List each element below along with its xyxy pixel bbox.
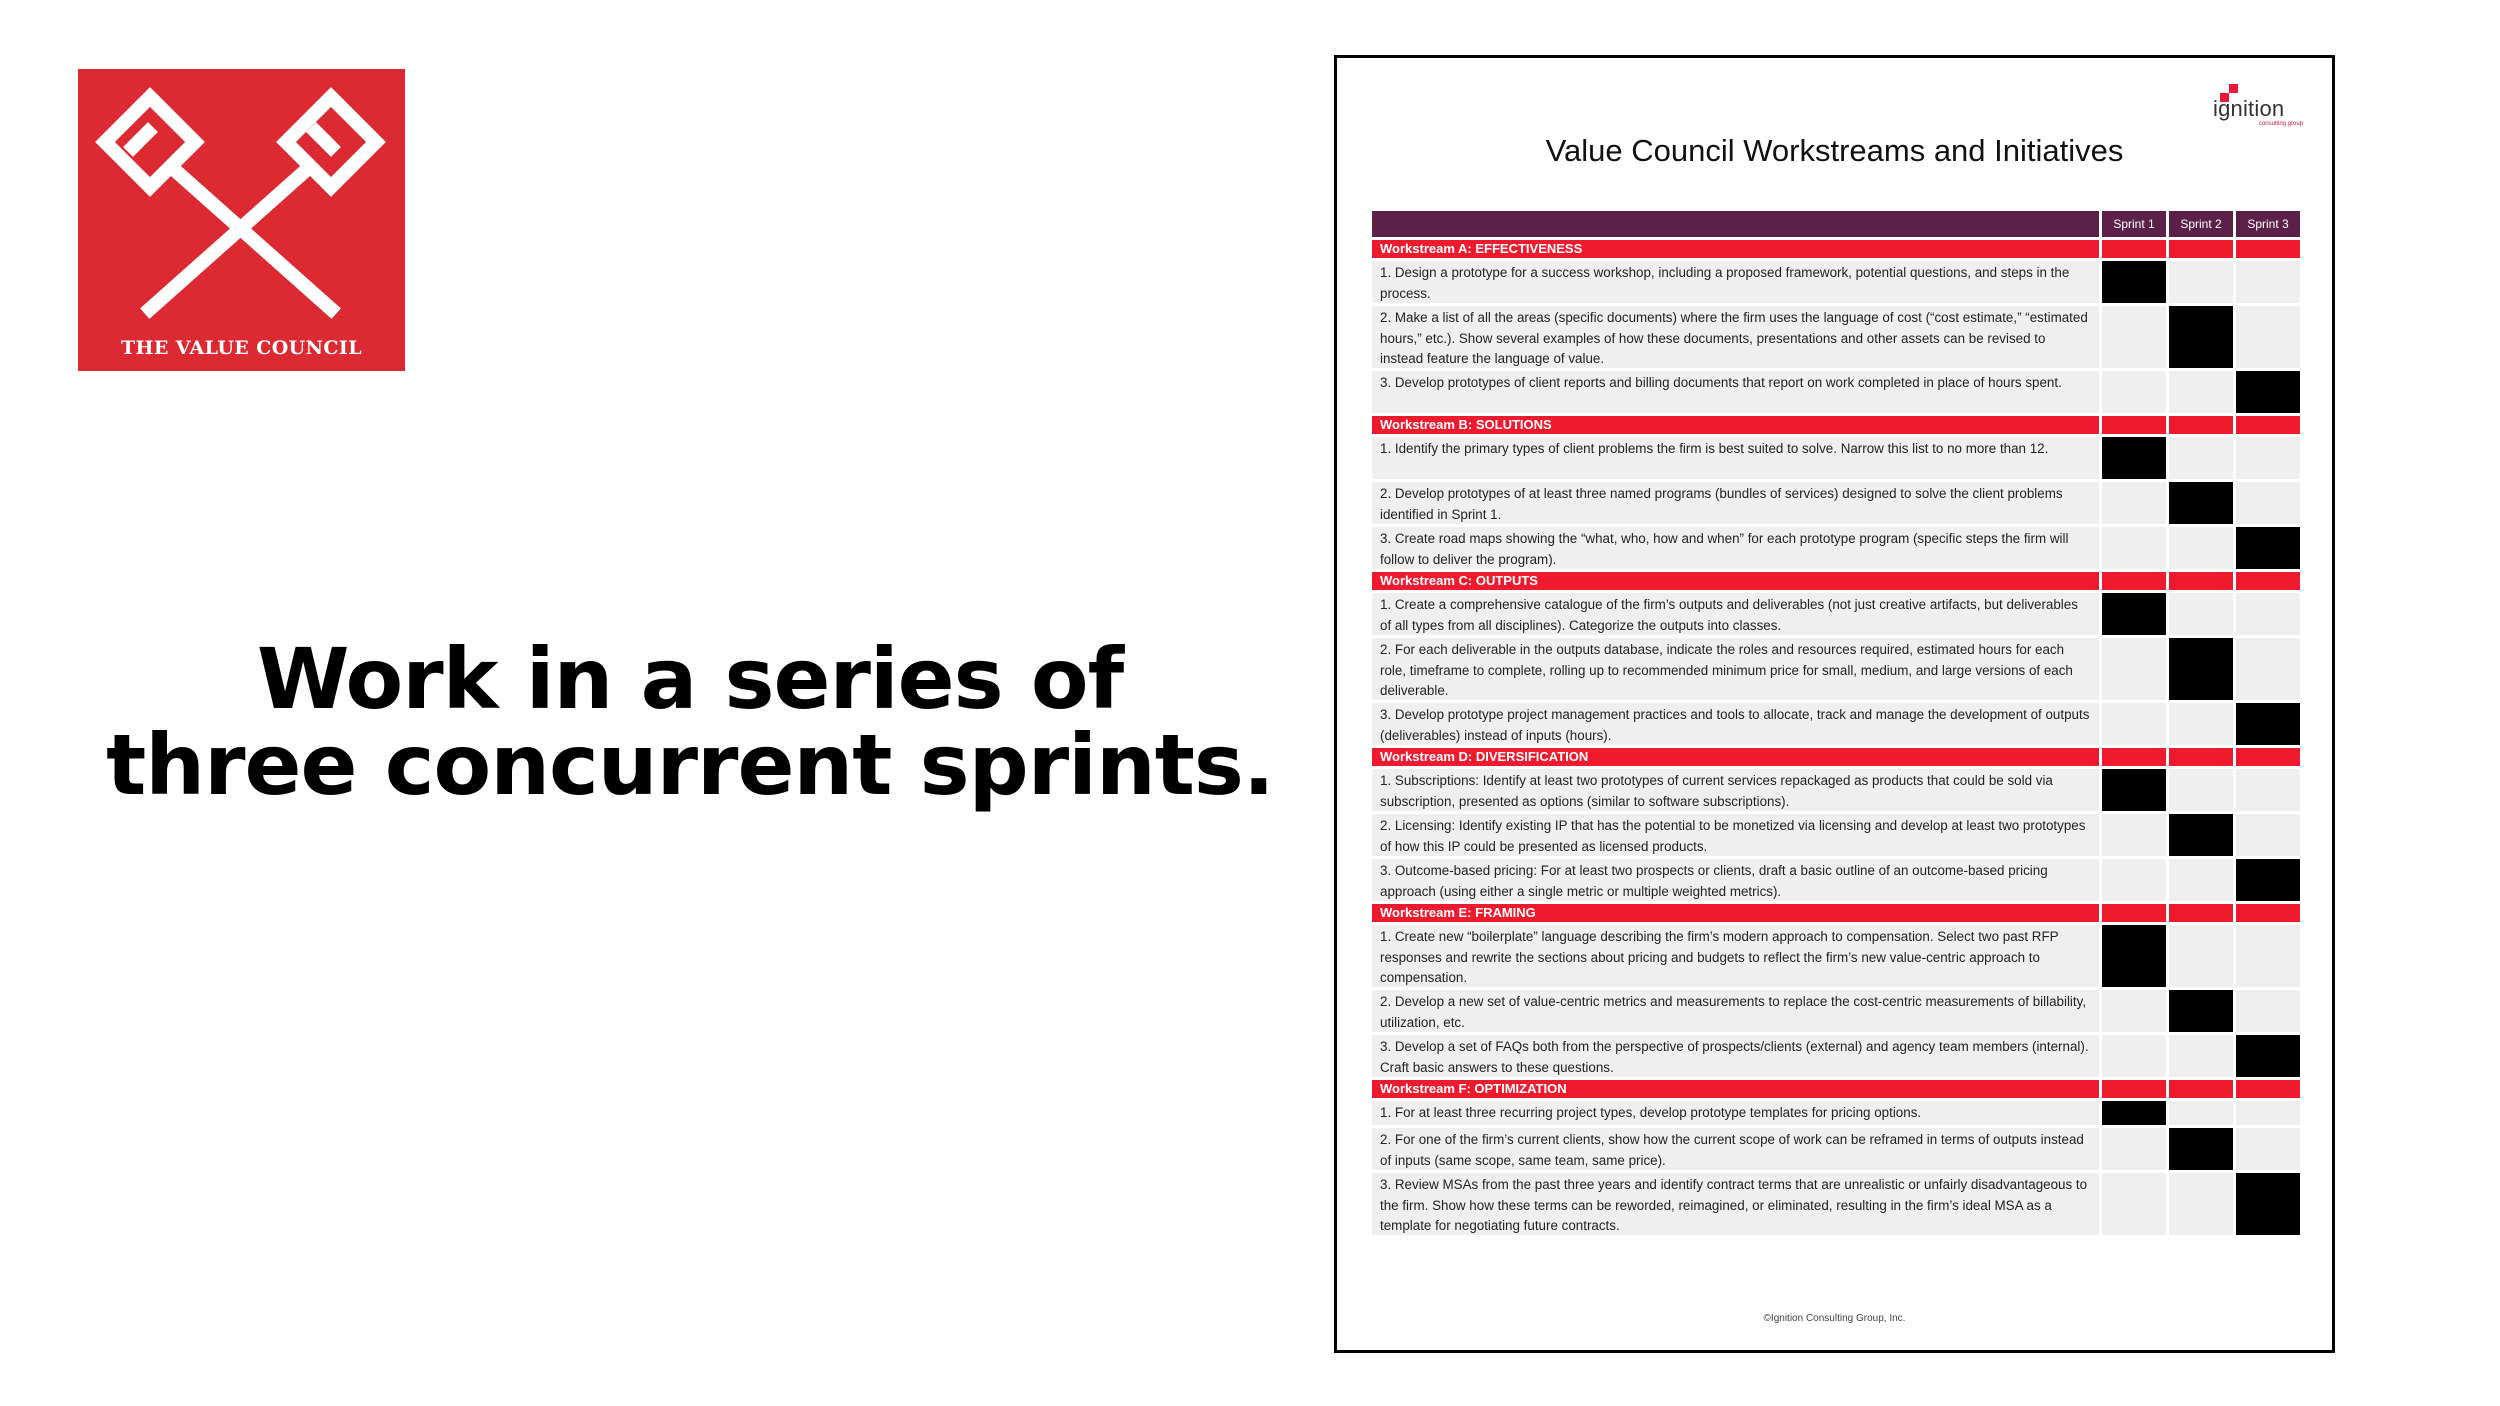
sprint-empty-cell: [2102, 814, 2166, 856]
sprint-empty-cell: [2236, 593, 2300, 635]
initiative-row: [1372, 990, 2302, 1035]
initiative-text: 1. For at least three recurring project types, develop prototype templates for pricing options.: [1372, 1101, 2099, 1125]
sprint-empty-cell: [2236, 925, 2300, 987]
initiative-text: 1. Design a prototype for a success workshop, including a proposed framework, potential questions, and steps in the process.: [1372, 261, 2099, 303]
initiative-row: [1372, 1128, 2302, 1173]
brand-name: ignition: [2213, 96, 2285, 121]
initiative-text: 3. Develop prototypes of client reports and billing documents that report on work completed in place of hours spent.: [1372, 371, 2099, 413]
initiative-text: 2. For one of the firm’s current clients, show how the current scope of work can be reframed in terms of outputs instead of inputs (same scope, same team, same price).: [1372, 1128, 2099, 1170]
workstream-label: Workstream B: SOLUTIONS: [1372, 416, 2099, 434]
sprint-empty-cell: [2236, 437, 2300, 479]
sprint-empty-cell: [2236, 482, 2300, 524]
initiative-row: [1372, 482, 2302, 527]
workstream-header-row: [1372, 572, 2302, 593]
sprint-empty-cell: [2102, 482, 2166, 524]
initiative-text: 2. Licensing: Identify existing IP that has the potential to be monetized via licensing and develop at least two prototypes of how this IP could be presented as licensed products.: [1372, 814, 2099, 856]
sprint-header: Sprint 3: [2236, 211, 2300, 237]
headline: [20, 630, 1360, 814]
sprint-header: Sprint 1: [2102, 211, 2166, 237]
workstream-sprint-cell: [2169, 416, 2233, 434]
sprint-empty-cell: [2236, 306, 2300, 368]
sprint-filled-cell: [2102, 769, 2166, 811]
sprint-filled-cell: [2169, 306, 2233, 368]
workstream-sprint-cell: [2102, 748, 2166, 766]
sprint-filled-cell: [2102, 1101, 2166, 1125]
sprint-empty-cell: [2169, 925, 2233, 987]
workstream-sprint-cell: [2169, 748, 2233, 766]
sprint-empty-cell: [2169, 527, 2233, 569]
logo-text: THE VALUE COUNCIL: [121, 337, 362, 359]
sprint-filled-cell: [2236, 1173, 2300, 1235]
sprint-filled-cell: [2169, 1128, 2233, 1170]
sprint-empty-cell: [2169, 1035, 2233, 1077]
sprint-empty-cell: [2169, 437, 2233, 479]
workstream-sprint-cell: [2102, 240, 2166, 258]
sprint-filled-cell: [2102, 925, 2166, 987]
headline-line-2: three concurrent sprints.: [106, 716, 1274, 814]
initiative-row: [1372, 925, 2302, 990]
sprint-filled-cell: [2236, 859, 2300, 901]
sprint-empty-cell: [2102, 703, 2166, 745]
sprint-empty-cell: [2102, 859, 2166, 901]
sprint-empty-cell: [2102, 1173, 2166, 1235]
brand-square-icon: [2229, 84, 2238, 93]
sprint-filled-cell: [2169, 482, 2233, 524]
workstreams-document: [1334, 55, 2335, 1353]
sprint-empty-cell: [2169, 371, 2233, 413]
sprint-empty-cell: [2169, 769, 2233, 811]
sprint-empty-cell: [2102, 1035, 2166, 1077]
workstream-sprint-cell: [2236, 240, 2300, 258]
brand-tagline: consulting group: [2258, 121, 2303, 127]
workstream-sprint-cell: [2102, 572, 2166, 590]
workstream-label: Workstream F: OPTIMIZATION: [1372, 1080, 2099, 1098]
sprint-empty-cell: [2236, 1101, 2300, 1125]
workstream-sprint-cell: [2169, 572, 2233, 590]
sprint-filled-cell: [2102, 437, 2166, 479]
workstream-header-row: [1372, 1080, 2302, 1101]
workstream-sprint-cell: [2169, 240, 2233, 258]
sprint-empty-cell: [2236, 261, 2300, 303]
sprint-filled-cell: [2102, 593, 2166, 635]
initiative-row: [1372, 593, 2302, 638]
workstream-label: Workstream D: DIVERSIFICATION: [1372, 748, 2099, 766]
workstream-label: Workstream A: EFFECTIVENESS: [1372, 240, 2099, 258]
initiative-row: [1372, 859, 2302, 904]
sprint-empty-cell: [2236, 1128, 2300, 1170]
initiative-text: 1. Create new “boilerplate” language describing the firm’s modern approach to compensation. Select two past RFP responses and rewrite the sections about pricing and budgets to reflect the firm’s new value-centric approach to compensation.: [1372, 925, 2099, 987]
workstream-sprint-cell: [2236, 572, 2300, 590]
sprint-empty-cell: [2102, 638, 2166, 700]
sprint-empty-cell: [2169, 1101, 2233, 1125]
initiative-row: [1372, 769, 2302, 814]
value-council-logo: [78, 69, 405, 371]
initiative-text: 3. Outcome-based pricing: For at least two prospects or clients, draft a basic outline of an outcome-based pricing approach (using either a single metric or multiple weighted metrics).: [1372, 859, 2099, 901]
workstream-sprint-cell: [2169, 904, 2233, 922]
initiative-text: 2. Develop a new set of value-centric metrics and measurements to replace the cost-centric measurements of billability, utilization, etc.: [1372, 990, 2099, 1032]
workstream-header-row: [1372, 904, 2302, 925]
sprint-header: Sprint 2: [2169, 211, 2233, 237]
initiative-row: [1372, 371, 2302, 416]
workstream-header-row: [1372, 748, 2302, 769]
initiative-text: 3. Develop prototype project management practices and tools to allocate, track and manage the development of outputs (deliverables) instead of inputs (hours).: [1372, 703, 2099, 745]
initiative-row: [1372, 306, 2302, 371]
sprint-empty-cell: [2102, 371, 2166, 413]
workstream-sprint-cell: [2236, 904, 2300, 922]
sprint-filled-cell: [2236, 527, 2300, 569]
initiative-text: 3. Review MSAs from the past three years and identify contract terms that are unrealistic or unfairly disadvantageous to the firm. Show how these terms can be reworded, reimagined, or eliminated, resulting in the firm’s ideal MSA as a template for negotiating future contracts.: [1372, 1173, 2099, 1235]
sprint-empty-cell: [2102, 306, 2166, 368]
sprint-empty-cell: [2102, 990, 2166, 1032]
initiative-row: [1372, 703, 2302, 748]
workstream-label: Workstream E: FRAMING: [1372, 904, 2099, 922]
initiative-row: [1372, 1035, 2302, 1080]
workstream-sprint-cell: [2102, 1080, 2166, 1098]
initiative-row: [1372, 437, 2302, 482]
sprint-empty-cell: [2236, 990, 2300, 1032]
initiative-text: 2. Develop prototypes of at least three named programs (bundles of services) designed to solve the client problems identified in Sprint 1.: [1372, 482, 2099, 524]
sprint-filled-cell: [2169, 990, 2233, 1032]
headline-line-1: Work in a series of: [256, 630, 1124, 728]
sprint-filled-cell: [2236, 371, 2300, 413]
sprint-empty-cell: [2169, 703, 2233, 745]
sprint-empty-cell: [2236, 769, 2300, 811]
workstream-header-row: [1372, 240, 2302, 261]
crossed-keys-icon: [78, 69, 405, 371]
workstream-sprint-cell: [2169, 1080, 2233, 1098]
initiative-text: 1. Identify the primary types of client problems the firm is best suited to solve. Narrow this list to no more than 12.: [1372, 437, 2099, 479]
initiative-row: [1372, 1173, 2302, 1238]
workstream-sprint-cell: [2236, 748, 2300, 766]
initiative-row: [1372, 261, 2302, 306]
initiative-text: 2. For each deliverable in the outputs database, indicate the roles and resources required, estimated hours for each role, timeframe to complete, rolling up to recommended minimum price for small, medium, and large versions of each deliverable.: [1372, 638, 2099, 700]
sprint-empty-cell: [2236, 814, 2300, 856]
sprint-filled-cell: [2236, 703, 2300, 745]
initiative-text: 1. Create a comprehensive catalogue of the firm’s outputs and deliverables (not just creative artifacts, but deliverables of all types from all disciplines). Categorize the outputs into classes.: [1372, 593, 2099, 635]
document-footer: ©Ignition Consulting Group, Inc.: [1763, 1313, 1906, 1324]
initiative-row: [1372, 638, 2302, 703]
workstream-sprint-cell: [2236, 1080, 2300, 1098]
initiative-text: 3. Develop a set of FAQs both from the perspective of prospects/clients (external) and agency team members (internal). Craft basic answers to these questions.: [1372, 1035, 2099, 1077]
workstream-table: [1372, 211, 2302, 1238]
workstream-sprint-cell: [2102, 904, 2166, 922]
workstream-sprint-cell: [2236, 416, 2300, 434]
sprint-empty-cell: [2169, 261, 2233, 303]
workstream-label: Workstream C: OUTPUTS: [1372, 572, 2099, 590]
table-header-row: [1372, 211, 2302, 240]
sprint-empty-cell: [2102, 527, 2166, 569]
sprint-empty-cell: [2169, 1173, 2233, 1235]
initiative-row: [1372, 814, 2302, 859]
sprint-empty-cell: [2169, 859, 2233, 901]
sprint-filled-cell: [2169, 638, 2233, 700]
sprint-empty-cell: [2169, 593, 2233, 635]
sprint-filled-cell: [2102, 261, 2166, 303]
initiative-text: 1. Subscriptions: Identify at least two prototypes of current services repackaged as products that could be sold via subscription, presented as options (similar to software subscriptions).: [1372, 769, 2099, 811]
initiative-row: [1372, 527, 2302, 572]
initiative-row: [1372, 1101, 2302, 1128]
workstream-sprint-cell: [2102, 416, 2166, 434]
ignition-brand-logo: [2213, 82, 2303, 126]
initiative-text: 2. Make a list of all the areas (specific documents) where the firm uses the language of cost (“cost estimate,” “estimated hours,” etc.). Show several examples of how these documents, presentations and other assets can be revised to instead feature the language of value.: [1372, 306, 2099, 368]
workstream-header-row: [1372, 416, 2302, 437]
sprint-filled-cell: [2236, 1035, 2300, 1077]
header-spacer: [1372, 211, 2099, 237]
initiative-text: 3. Create road maps showing the “what, who, how and when” for each prototype program (specific steps the firm will follow to deliver the program).: [1372, 527, 2099, 569]
document-title: Value Council Workstreams and Initiatives: [1545, 133, 2124, 168]
sprint-empty-cell: [2236, 638, 2300, 700]
sprint-empty-cell: [2102, 1128, 2166, 1170]
sprint-filled-cell: [2169, 814, 2233, 856]
